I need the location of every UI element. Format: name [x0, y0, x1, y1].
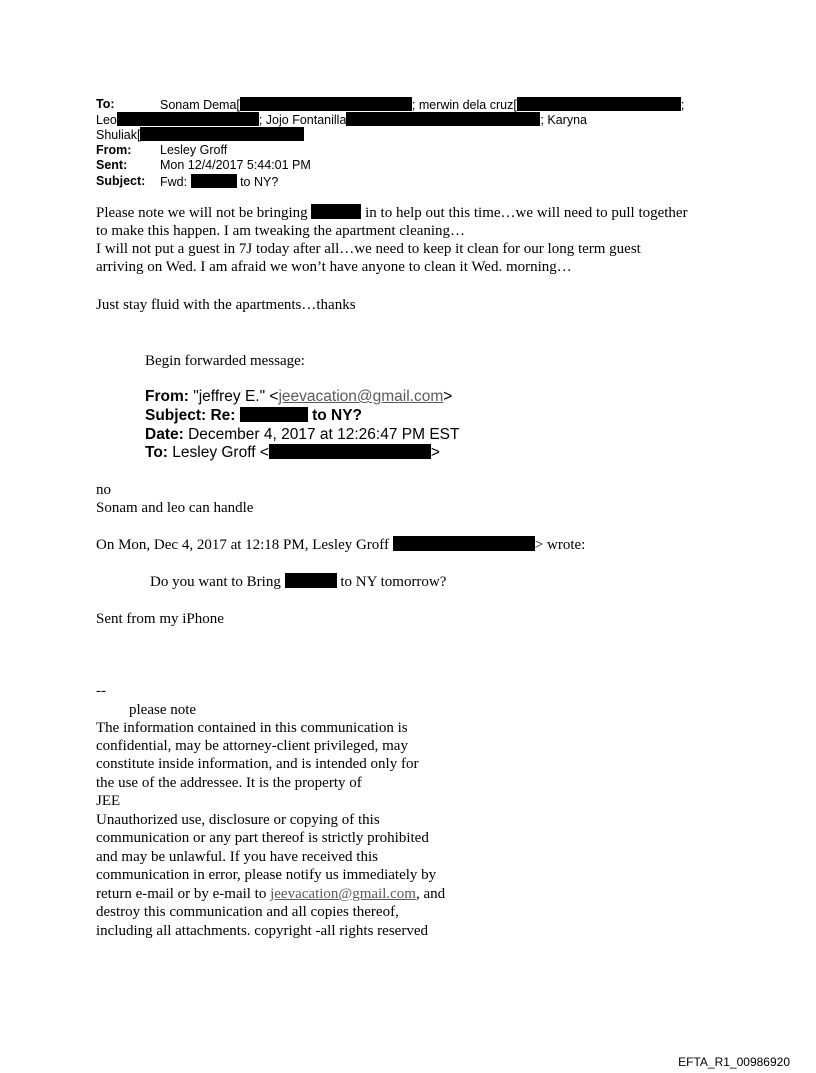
from-value: Lesley Groff: [160, 143, 228, 157]
subject-suffix: to NY?: [240, 175, 279, 189]
fwd-from-email-link[interactable]: jeevacation@gmail.com: [278, 388, 444, 405]
disclaimer-line: communication or any part thereof is strictly prohibited: [96, 830, 429, 846]
fwd-from-name: "jeffrey E." <: [193, 388, 279, 405]
disclaimer-email-link[interactable]: jeevacation@gmail.com: [270, 886, 416, 902]
quote-intro: [96, 536, 585, 555]
redaction: [346, 112, 540, 126]
to-label: To:: [96, 97, 115, 111]
redaction: [393, 536, 535, 551]
sent-label: Sent:: [96, 158, 128, 172]
disclaimer-line: [96, 885, 445, 904]
body-text: Please note we will not be bringing: [96, 205, 308, 221]
fwd-to-row: [145, 444, 440, 462]
body-line-2: to make this happen. I am tweaking the apartment cleaning…: [96, 223, 466, 239]
disclaimer-text: , and: [415, 886, 446, 902]
sent-from-signature: Sent from my iPhone: [96, 611, 224, 627]
redaction: [140, 127, 304, 141]
redaction: [311, 204, 361, 219]
reply-line-1: no: [96, 482, 111, 498]
quote-intro-text: On Mon, Dec 4, 2017 at 12:18 PM, Lesley Groff: [96, 537, 390, 553]
disclaimer-line: communication in error, please notify us immediately by: [96, 867, 437, 883]
sent-value: Mon 12/4/2017 5:44:01 PM: [160, 158, 311, 172]
quoted-text: Do you want to Bring: [150, 574, 281, 590]
subject-prefix: Fwd:: [160, 175, 188, 189]
to-recipient-6: Shuliak[: [96, 128, 141, 142]
disclaimer-line: confidential, may be attorney-client privileged, may: [96, 738, 408, 754]
to-recipient-4: ; Jojo Fontanilla: [258, 113, 347, 127]
quote-intro-text: > wrote:: [534, 537, 586, 553]
disclaimer-text: return e-mail or by e-mail to: [96, 886, 267, 902]
subject-value: [160, 174, 278, 189]
quoted-text: to NY tomorrow?: [340, 574, 447, 590]
disclaimer-line: including all attachments. copyright -all rights reserved: [96, 923, 428, 939]
fwd-subject-row: [145, 407, 362, 425]
please-note: please note: [129, 702, 197, 718]
fwd-from-row: [145, 388, 452, 406]
disclaimer-line: the use of the addressee. It is the property of: [96, 775, 362, 791]
redaction: [285, 573, 337, 588]
begin-forwarded: Begin forwarded message:: [145, 353, 305, 369]
disclaimer-line: Unauthorized use, disclosure or copying of this: [96, 812, 380, 828]
fwd-to-value: Lesley Groff <: [172, 444, 269, 461]
redaction: [240, 407, 308, 422]
to-recipient-3: Leo: [96, 113, 117, 127]
body-line-4: arriving on Wed. I am afraid we won’t have anyone to clean it Wed. morning…: [96, 259, 572, 275]
fwd-to-close: >: [430, 444, 440, 461]
to-row-3: [96, 127, 304, 142]
redaction: [191, 174, 237, 188]
subject-label: Subject:: [96, 174, 146, 188]
redaction: [240, 97, 412, 111]
disclaimer-line: The information contained in this communication is: [96, 720, 408, 736]
to-recipient-2: ; merwin dela cruz[: [411, 98, 517, 112]
fwd-date-value: December 4, 2017 at 12:26:47 PM EST: [188, 426, 460, 443]
signature-dashes: --: [96, 683, 106, 699]
body-line-3: I will not put a guest in 7J today after all…we need to keep it clean for our long term guest: [96, 241, 641, 257]
disclaimer-line: and may be unlawful. If you have received this: [96, 849, 378, 865]
redaction: [269, 444, 431, 459]
reply-line-2: Sonam and leo can handle: [96, 500, 254, 516]
to-line-1: [160, 97, 684, 112]
to-row-2: [96, 112, 587, 127]
fwd-date-label: Date:: [145, 426, 184, 443]
fwd-subject-suffix: to NY?: [312, 407, 362, 424]
document-id: EFTA_R1_00986920: [678, 1055, 790, 1069]
fwd-from-label: From:: [145, 388, 189, 405]
body-line-1: [96, 204, 688, 223]
to-separator: ;: [680, 98, 685, 112]
body-text: in to help out this time…we will need to pull together: [365, 205, 688, 221]
redaction: [117, 112, 259, 126]
disclaimer-line: constitute inside information, and is intended only for: [96, 756, 419, 772]
disclaimer-line: destroy this communication and all copies thereof,: [96, 904, 399, 920]
redaction: [517, 97, 681, 111]
fwd-to-label: To:: [145, 444, 168, 461]
quoted-message: [150, 573, 446, 592]
from-label: From:: [96, 143, 132, 157]
fwd-from-close: >: [443, 388, 453, 405]
to-recipient-1: Sonam Dema[: [160, 98, 240, 112]
fwd-date-row: [145, 426, 459, 444]
to-recipient-5: ; Karyna: [540, 113, 587, 127]
fwd-subject-label: Subject: Re:: [145, 407, 236, 424]
body-line-5: Just stay fluid with the apartments…thanks: [96, 297, 356, 313]
disclaimer-line: JEE: [96, 793, 121, 809]
